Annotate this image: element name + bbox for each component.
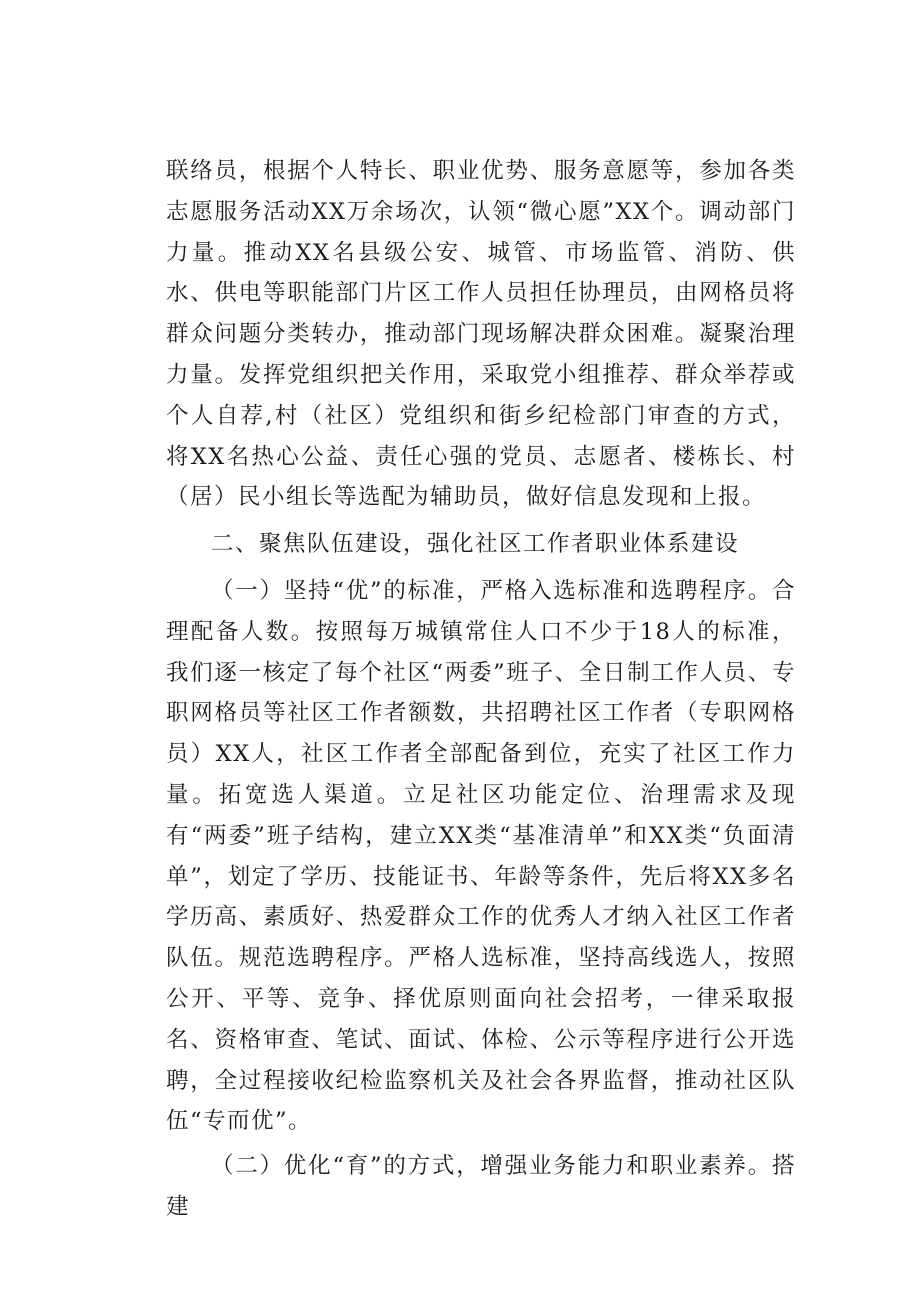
body-paragraph: 联络员，根据个人特长、职业优势、服务意愿等，参加各类志愿服务活动XX万余场次，认领“微心愿”XX个。调动部门力量。推动XX名县级公安、城管、市场监管、消防、供水、供电等职能部门片区工作人员担任协理员，由网格员将群众问题分类转办，推动部门现场解决群众困难。凝聚治理力量。发挥党组织把关作用，采取党小组推荐、群众举荐或个人自荐,村（社区）党组织和街乡纪检部门审查的方式，将XX名热心公益、责任心强的党员、志愿者、楼栋长、村（居）民小组长等选配为辅助员，做好信息发现和上报。 — [166, 158, 796, 511]
section-heading: 二、聚焦队伍建设，强化社区工作者职业体系建设 — [211, 531, 740, 558]
body-paragraph: （一）坚持“优”的标准，严格入选标准和选聘程序。合理配备人数。按照每万城镇常住人口不少于18人的标准，我们逐一核定了每个社区“两委”班子、全日制工作人员、专职网格员等社区工作者额数，共招聘社区工作者（专职网格员）XX人，社区工作者全部配备到位，充实了社区工作力量。拓宽选人渠道。立足社区功能定位、治理需求及现有“两委”班子结构，建立XX类“基准清单”和XX类“负面清单”，划定了学历、技能证书、年龄等条件，先后将XX多名学历高、素质好、热爱群众工作的优秀人才纳入社区工作者队伍。规范选聘程序。严格人选标准，坚持高线选人，按照公开、平等、竞争、择优原则面向社会招考，一律采取报名、资格审查、笔试、面试、体检、公示等程序进行公开选聘，全过程接收纪检监察机关及社会各界监督，推动社区队伍“专而优”。 — [166, 577, 796, 1135]
body-paragraph: （二）优化“育”的方式，增强业务能力和职业素养。搭建 — [166, 1153, 796, 1220]
document-body — [166, 151, 796, 1228]
